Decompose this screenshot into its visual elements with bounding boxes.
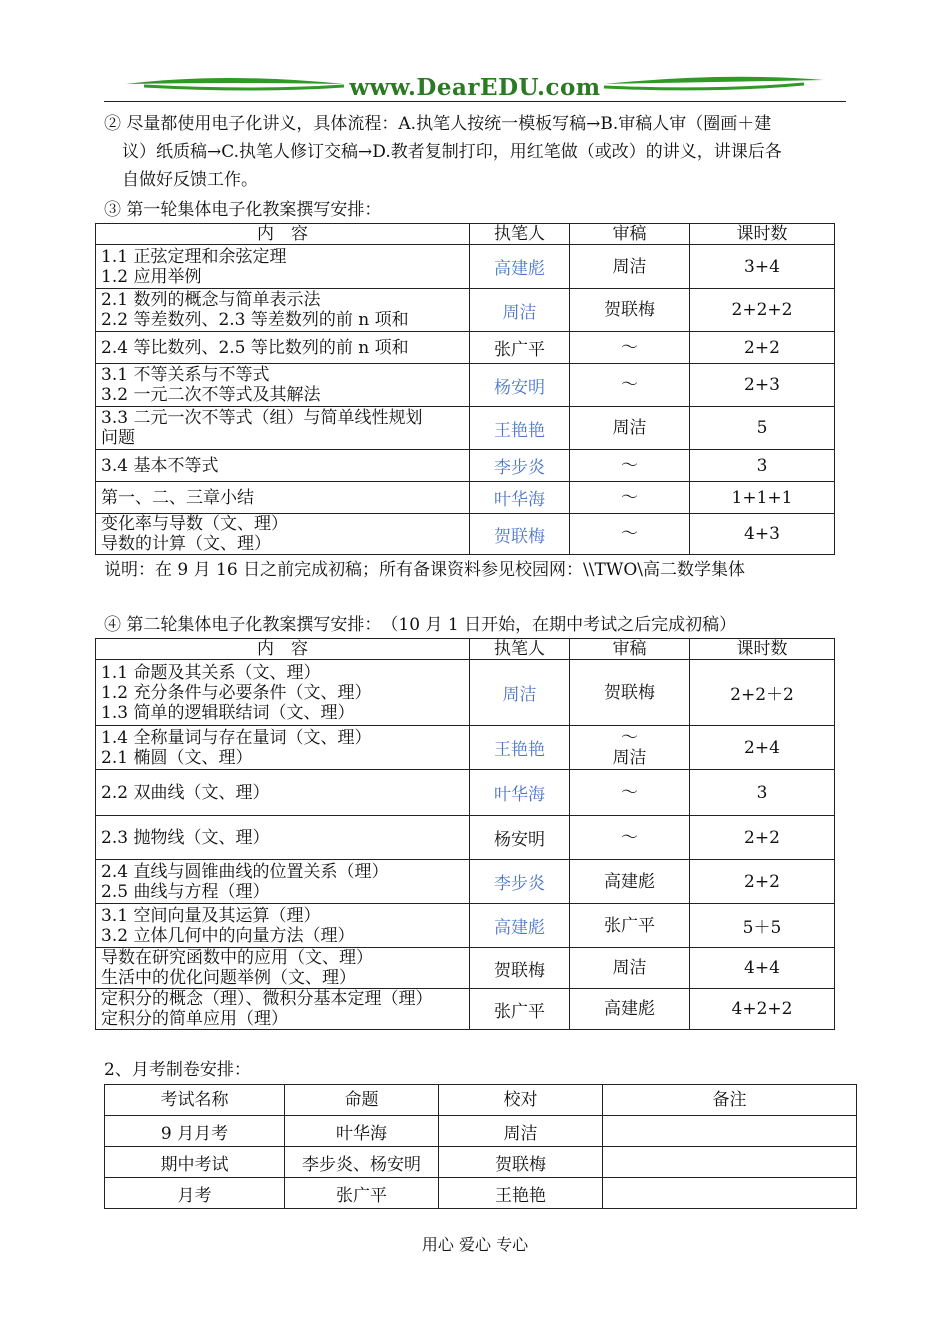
cell-content: [96, 948, 470, 989]
table-row: [96, 289, 835, 332]
content-line: 3.4 基本不等式: [101, 455, 219, 476]
site-header: [104, 70, 846, 104]
cell-reviewer: [570, 860, 690, 904]
table-header-row: [96, 639, 835, 660]
cell-author: 王艳艳: [470, 407, 570, 450]
cell-author: 叶华海: [470, 770, 570, 816]
table-row: [96, 332, 835, 364]
table-row: [96, 860, 835, 904]
cell-author: 叶华海: [470, 482, 570, 514]
cell-hours: 5＋5: [690, 904, 835, 948]
cell-content: [96, 904, 470, 948]
cell-setter: 张广平: [285, 1178, 439, 1209]
content-line: 3.1 空间向量及其运算（理）: [101, 905, 321, 926]
col-header-exam-name: 考试名称: [105, 1085, 285, 1116]
reviewer-line: 高建彪: [604, 999, 655, 1019]
reviewer-line: 周洁: [612, 256, 647, 277]
content-line: 2.2 等差数列、2.3 等差数列的前 n 项和: [101, 310, 409, 330]
cell-reviewer: [570, 514, 690, 555]
cell-author: 张广平: [470, 332, 570, 364]
cell-hours: 3: [690, 770, 835, 816]
item-2-line-1: 尽量都使用电子化讲义，具体流程：A.执笔人按统一模板写稿→B.审稿人审（圈画＋建: [126, 114, 772, 134]
reviewer-line: 周洁: [612, 958, 647, 978]
content-line: 2.2 双曲线（文、理）: [101, 782, 270, 803]
cell-proofreader: 王艳艳: [439, 1178, 603, 1209]
cell-hours: 2+3: [690, 364, 835, 407]
header-rule: [104, 101, 846, 102]
table-row: [105, 1147, 857, 1178]
cell-reviewer: [570, 364, 690, 407]
cell-author: 杨安明: [470, 364, 570, 407]
cell-reviewer: [570, 332, 690, 364]
table-row: [96, 407, 835, 450]
cell-hours: 4+3: [690, 514, 835, 555]
cell-reviewer: [570, 989, 690, 1030]
cell-author: 李步炎: [470, 860, 570, 904]
reviewer-line: ～: [621, 375, 638, 395]
cell-reviewer: [570, 816, 690, 860]
content-line: 1.1 正弦定理和余弦定理: [101, 246, 287, 267]
content-line: 导数的计算（文、理）: [101, 534, 271, 554]
cell-hours: 2+2: [690, 332, 835, 364]
col-header-reviewer: 审稿: [570, 224, 690, 245]
table-row: [96, 726, 835, 770]
table-row: [96, 364, 835, 407]
cell-content: [96, 514, 470, 555]
cell-reviewer: [570, 450, 690, 482]
reviewer-line: ～: [621, 827, 638, 848]
cell-proofreader: 贺联梅: [439, 1147, 603, 1178]
table-row: [96, 770, 835, 816]
table-header-row: [96, 224, 835, 245]
cell-author: 高建彪: [470, 245, 570, 289]
cell-author: 贺联梅: [470, 948, 570, 989]
content-line: 1.2 充分条件与必要条件（文、理）: [101, 682, 372, 703]
col-header-content: 内 容: [96, 639, 470, 660]
content-line: 1.4 全称量词与存在量词（文、理）: [101, 727, 372, 748]
content-line: 3.1 不等关系与不等式: [101, 365, 270, 385]
col-header-setter: 命题: [285, 1085, 439, 1116]
reviewer-line: ～: [621, 455, 638, 476]
table-row: [96, 245, 835, 289]
cell-reviewer: [570, 407, 690, 450]
content-line: 第一、二、三章小结: [101, 487, 254, 508]
cell-proofreader: 周洁: [439, 1116, 603, 1147]
cell-author: 李步炎: [470, 450, 570, 482]
exams-title: 2、月考制卷安排：: [104, 1060, 251, 1080]
cell-content: [96, 289, 470, 332]
content-line: 3.2 立体几何中的向量方法（理）: [101, 925, 355, 946]
cell-content: [96, 245, 470, 289]
cell-author: 贺联梅: [470, 514, 570, 555]
col-header-hours: 课时数: [690, 224, 835, 245]
table-row: [96, 989, 835, 1030]
cell-author: 周洁: [470, 289, 570, 332]
content-line: 2.3 抛物线（文、理）: [101, 827, 270, 848]
cell-reviewer: [570, 948, 690, 989]
cell-content: [96, 816, 470, 860]
intro-item-3: [104, 196, 850, 224]
round1-note: 说明：在 9 月 16 日之前完成初稿；所有备课资料参见校园网：\\TWO\高二数学集体: [104, 560, 745, 580]
col-header-remarks: 备注: [603, 1085, 857, 1116]
table-row: [105, 1116, 857, 1147]
cell-hours: 4+2+2: [690, 989, 835, 1030]
cell-hours: 2+4: [690, 726, 835, 770]
round2-marker: ④: [104, 615, 121, 635]
cell-exam-name: 9 月月考: [105, 1116, 285, 1147]
site-logo-text: www.DearEDU.com: [349, 74, 601, 101]
table-row: [96, 514, 835, 555]
cell-content: [96, 860, 470, 904]
table-row: [96, 660, 835, 726]
reviewer-line: 高建彪: [604, 871, 655, 892]
cell-remarks: [603, 1178, 857, 1209]
content-line: 定积分的概念（理）、微积分基本定理（理）: [101, 989, 433, 1009]
content-line: 3.3 二元一次不等式（组）与简单线性规划: [101, 408, 423, 428]
cell-content: [96, 482, 470, 514]
reviewer-line: ～: [621, 782, 638, 803]
table-row: [96, 816, 835, 860]
cell-hours: 3: [690, 450, 835, 482]
round2-heading: [104, 611, 850, 639]
round2-schedule-table: [95, 638, 835, 1030]
col-header-reviewer: 审稿: [570, 639, 690, 660]
cell-hours: 4+4: [690, 948, 835, 989]
cell-content: [96, 770, 470, 816]
page-footer: 用心 爱心 专心: [421, 1235, 529, 1254]
content-line: 2.1 数列的概念与简单表示法: [101, 290, 321, 310]
reviewer-line: 周洁: [612, 418, 647, 438]
content-line: 生活中的优化问题举例（文、理）: [101, 968, 356, 988]
cell-hours: 3+4: [690, 245, 835, 289]
cell-hours: 2+2: [690, 816, 835, 860]
item-2-line-3: 自做好反馈工作。: [122, 170, 258, 190]
cell-setter: 李步炎、杨安明: [285, 1147, 439, 1178]
col-header-content: 内 容: [96, 224, 470, 245]
cell-content: [96, 450, 470, 482]
content-line: 3.2 一元二次不等式及其解法: [101, 385, 321, 405]
content-line: 1.3 简单的逻辑联结词（文、理）: [101, 702, 355, 723]
item-2-line-2: 议）纸质稿→C.执笔人修订交稿→D.教者复制打印，用红笔做（或改）的讲义，讲课后各: [122, 142, 782, 162]
cell-content: [96, 726, 470, 770]
cell-remarks: [603, 1116, 857, 1147]
content-line: 2.1 椭圆（文、理）: [101, 747, 253, 768]
cell-author: 王艳艳: [470, 726, 570, 770]
cell-setter: 叶华海: [285, 1116, 439, 1147]
cell-content: [96, 989, 470, 1030]
round1-schedule-table: [95, 223, 835, 555]
cell-author: 高建彪: [470, 904, 570, 948]
content-line: 2.4 等比数列、2.5 等比数列的前 n 项和: [101, 337, 409, 358]
col-header-hours: 课时数: [690, 639, 835, 660]
cell-reviewer: [570, 289, 690, 332]
reviewer-line: ～: [621, 487, 638, 508]
item-2-marker: ②: [104, 114, 121, 134]
cell-reviewer: [570, 726, 690, 770]
content-line: 变化率与导数（文、理）: [101, 514, 288, 534]
content-line: 定积分的简单应用（理）: [101, 1009, 288, 1029]
table-row: [96, 904, 835, 948]
cell-hours: 5: [690, 407, 835, 450]
round2-title: 第二轮集体电子化教案撰写安排： （10 月 1 日开始，在期中考试之后完成初稿）: [126, 615, 737, 635]
reviewer-line: ～: [621, 337, 638, 358]
reviewer-line: 张广平: [604, 915, 655, 936]
content-line: 2.4 直线与圆锥曲线的位置关系（理）: [101, 861, 389, 882]
table-row: [105, 1178, 857, 1209]
cell-hours: 1+1+1: [690, 482, 835, 514]
col-header-author: 执笔人: [470, 639, 570, 660]
item-3-marker: ③: [104, 200, 121, 220]
cell-hours: 2+2+2: [690, 289, 835, 332]
content-line: 2.5 曲线与方程（理）: [101, 881, 270, 902]
cell-reviewer: [570, 245, 690, 289]
content-line: 导数在研究函数中的应用（文、理）: [101, 948, 373, 968]
cell-exam-name: 月考: [105, 1178, 285, 1209]
exam-schedule-table: [104, 1084, 857, 1209]
table-row: [96, 948, 835, 989]
table-row: [96, 450, 835, 482]
cell-content: [96, 660, 470, 726]
cell-remarks: [603, 1147, 857, 1178]
col-header-author: 执笔人: [470, 224, 570, 245]
reviewer-line: ～: [621, 727, 638, 748]
intro-item-2: [104, 110, 850, 194]
cell-hours: 2+2＋2: [690, 660, 835, 726]
cell-reviewer: [570, 770, 690, 816]
cell-content: [96, 364, 470, 407]
reviewer-line: 贺联梅: [604, 300, 655, 320]
col-header-proofreader: 校对: [439, 1085, 603, 1116]
cell-author: 张广平: [470, 989, 570, 1030]
item-3-text: 第一轮集体电子化教案撰写安排：: [126, 200, 382, 220]
cell-reviewer: [570, 904, 690, 948]
reviewer-line: ～: [621, 524, 638, 544]
cell-exam-name: 期中考试: [105, 1147, 285, 1178]
reviewer-line: 周洁: [612, 747, 647, 768]
table-row: [96, 482, 835, 514]
cell-hours: 2+2: [690, 860, 835, 904]
content-line: 1.2 应用举例: [101, 266, 202, 287]
cell-author: 杨安明: [470, 816, 570, 860]
content-line: 问题: [101, 428, 135, 448]
content-line: 1.1 命题及其关系（文、理）: [101, 662, 321, 683]
cell-reviewer: [570, 660, 690, 726]
cell-content: [96, 332, 470, 364]
reviewer-line: 贺联梅: [604, 682, 655, 703]
table-header-row: [105, 1085, 857, 1116]
cell-author: 周洁: [470, 660, 570, 726]
cell-reviewer: [570, 482, 690, 514]
cell-content: [96, 407, 470, 450]
